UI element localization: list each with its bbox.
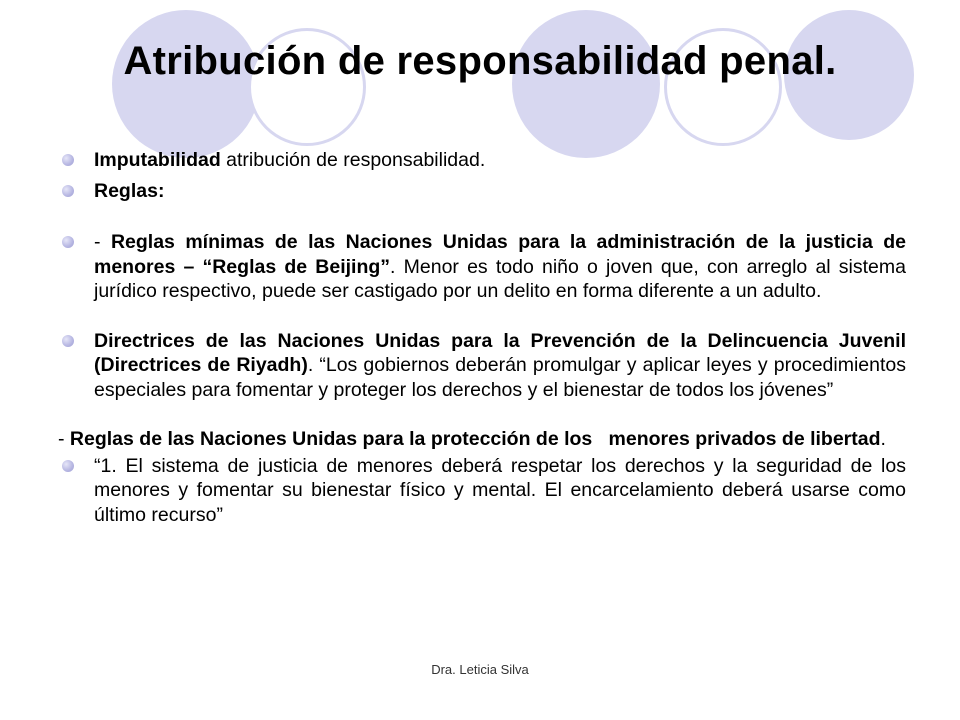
bullet-dot-icon	[62, 236, 74, 248]
bullet-text: . “Los gobiernos deberán promulgar y aplicar leyes y procedimientos especiales para fomentar y proteger los derechos y el bienestar de todos los jóvenes”	[94, 354, 907, 401]
bullet-text: “1. El sistema de justicia de menores deberá respetar los derechos y la seguridad de los menores y fomentar su bienestar físico y mental. El encarcelamiento deberá usarse como último recurso”	[94, 454, 906, 526]
bullet-text: . Menor es todo niño o joven que, con arreglo al sistema jurídico respectivo, puede ser castigado por un delito en forma diferente a un adulto.	[94, 255, 906, 302]
bullet-bold-text: Reglas mínimas de las Naciones Unidas para la administración de la justicia de menores – “Reglas de Beijing”	[94, 231, 906, 278]
bullet-sistema-justicia	[58, 454, 906, 528]
paragraph-prefix: -	[58, 428, 70, 450]
bullet-directrices-riyadh	[58, 329, 906, 403]
bullet-bold-text: Imputabilidad	[94, 149, 221, 171]
slide-title: Atribución de responsabilidad penal.	[123, 39, 837, 83]
bullet-dot-icon	[62, 460, 74, 472]
bullet-dot-icon	[62, 185, 74, 197]
bullet-dot-icon	[62, 154, 74, 166]
bullet-bold-text: Reglas:	[94, 179, 165, 202]
bullet-imputabilidad	[58, 148, 906, 173]
bullet-text: atribución de responsabilidad.	[220, 149, 486, 171]
bullet-reglas	[58, 179, 906, 204]
paragraph-reglas-privados-libertad	[58, 427, 906, 452]
footer-author: Dra. Leticia Silva	[431, 662, 529, 677]
decor-circle-2	[512, 10, 660, 158]
decor-circle-1	[112, 10, 260, 158]
bullet-prefix: -	[94, 231, 111, 253]
bullet-dot-icon	[62, 335, 74, 347]
bullet-reglas-beijing	[58, 230, 906, 304]
paragraph-bold-text: Reglas de las Naciones Unidas para la protección de los menores privados de libertad	[69, 428, 881, 450]
paragraph-text: .	[880, 428, 886, 450]
bullet-bold-text: Directrices de las Naciones Unidas para la Prevención de la Delincuencia Juvenil (Directrices de Riyadh)	[94, 329, 906, 376]
slide-body	[58, 148, 906, 527]
